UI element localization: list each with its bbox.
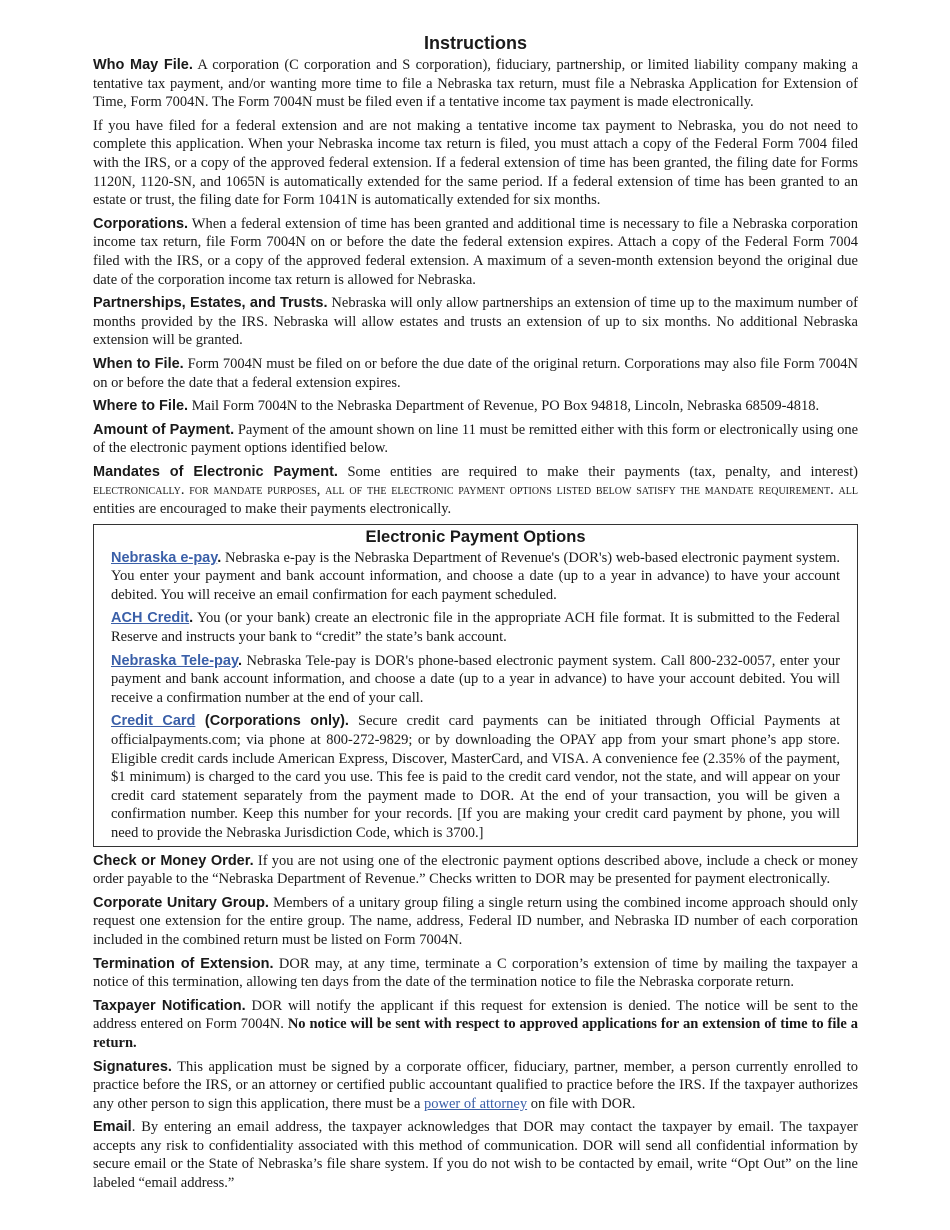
nebraska-telepay-link[interactable]: Nebraska Tele-pay	[111, 652, 238, 669]
option-text: Nebraska e-pay is the Nebraska Department of Revenue's (DOR's) web-based electronic payment system. You enter your payment and bank account information, and choose a date (up to a year in advance) to have your account debited. You will receive an email confirmation for each payment scheduled.	[111, 549, 841, 603]
option-text: Nebraska Tele-pay is DOR's phone-based electronic payment system. Call 800-232-0057, enter your payment and bank account information, and choose a date (up to a year in advance) to have your account debited. You will receive a confirmation number at the end of your call.	[111, 652, 841, 706]
section-heading: When to File.	[93, 355, 184, 372]
section-heading: Corporate Unitary Group.	[93, 894, 269, 911]
section-text: Some entities are required to make their payments (tax, penalty, and interest)	[337, 463, 858, 480]
section-heading: Mandates of Electronic Payment.	[93, 463, 338, 480]
termination-section	[93, 955, 858, 992]
section-heading: Signatures.	[93, 1058, 172, 1075]
section-heading: Termination of Extension.	[93, 955, 274, 972]
partnerships-section	[93, 294, 858, 350]
option-heading: (Corporations only).	[195, 713, 349, 730]
instructions-page	[93, 32, 858, 1198]
amount-of-payment-section	[93, 421, 858, 458]
where-to-file-section	[93, 397, 858, 416]
electronic-payment-options-box	[93, 524, 858, 847]
power-of-attorney-link[interactable]: power of attorney	[424, 1095, 528, 1112]
mandates-section	[93, 463, 858, 519]
federal-extension-section	[93, 117, 858, 210]
section-text: Members of a unitary group filing a single return using the combined income approach should only request one extension for the entire group. The name, address, Federal ID number, and Nebraska ID number of each corporation included in the combined return must be listed on Form 7004N.	[93, 894, 858, 948]
telepay-option: Nebraska Tele-pay. Nebraska Tele-pay is DOR's phone-based electronic payment system. Call 800-232-0057, enter your payment and bank account information, and choose a date (up to a year in advance) to have your account debited. You will receive a confirmation number at the end of your call.	[111, 652, 841, 706]
section-heading: Where to File.	[93, 398, 189, 415]
section-text: If you have filed for a federal extension and are not making a tentative income tax payment to Nebraska, you do not need to complete this application. When your Nebraska income tax return is filed, you must attach a copy of the Federal Form 7004 filed with the IRS, or a copy of the approved federal extension. If a federal extension of time has been granted, the filing date for Forms 1120N, 1120-SN, and 1065N is automatically extended for the same period. If a federal extension of time has been granted to an estate or trust, the filing date for Form 1041N is automatically extended for six months.	[93, 117, 858, 209]
section-bold-text: No notice will be sent with respect to approved applications for an extension of time to file a return.	[93, 1016, 859, 1051]
section-text: A corporation (C corporation and S corporation), fiduciary, partnership, or limited liability company making a tentative tax payment, and/or wanting more time to file a Nebraska tax return, must file a Nebraska Application for Extension of Time, Form 7004N. The Form 7004N must be filed even if a tentative income tax payment is made electronically.	[93, 57, 858, 111]
option-text: Secure credit card payments can be initiated through Official Payments at officialpayments.com; via phone at 800-272-9829; or by downloading the OPAY app from your smart phone’s app store. Eligible credit cards include American Express, Discover, MasterCard, and VISA. A convenience fee (2.35% of the payment, $1 minimum) is charged to the card you use. This fee is paid to the credit card vendor, not the state, and will appear on your credit card statement separately from the payment made to DOR. At the end of your transaction, you will be given a confirmation number. Keep this number for your records. [If you are making your credit card payment by phone, you will need to provide the Nebraska Jurisdiction Code, which is 3700.]	[111, 713, 840, 841]
section-heading: Corporations.	[93, 215, 189, 232]
section-text: When a federal extension of time has been granted and additional time is necessary to file a Nebraska corporation income tax return, file Form 7004N on or before the date the federal extension expires. Attach a copy of the Federal Form 7004 filed with the IRS, or a copy of the approved federal extension. A maximum of a seven-month extension beyond the original due date of the corporation income tax return is allowed for Nebraska.	[93, 215, 858, 288]
option-text: You (or your bank) create an electronic file in the appropriate ACH file format. It is submitted to the Federal Reserve and instructs your bank to “credit” the state’s bank account.	[111, 610, 840, 646]
section-text-end: on file with DOR.	[527, 1095, 636, 1112]
section-text: Form 7004N must be filed on or before the due date of the original return. Corporations may also file Form 7004N on or before the date that a federal extension expires.	[93, 355, 858, 391]
section-heading: Who May File.	[93, 57, 193, 73]
box-title: Electronic Payment Options	[365, 527, 586, 546]
when-to-file-section	[93, 355, 858, 392]
nebraska-epay-link[interactable]: Nebraska e-pay	[111, 549, 218, 566]
unitary-group-section	[93, 894, 858, 950]
page-title: Instructions	[423, 33, 527, 53]
section-text: This application must be signed by a corporate officer, fiduciary, partner, member, a person currently enrolled to practice before the IRS, or an attorney or certified public accountant qualified to practice before the IRS. If the taxpayer authorizes any other person to sign this application, there must be a	[93, 1058, 858, 1112]
check-money-order-section	[93, 852, 858, 889]
section-text: If you are not using one of the electronic payment options described above, include a check or money order payable to the “Nebraska Department of Revenue.” Checks written to DOR may be presented for payment electronically.	[93, 852, 858, 888]
section-text-end: entities are encouraged to make their payments electronically.	[93, 501, 452, 518]
section-heading: Check or Money Order.	[93, 852, 254, 869]
section-text: Mail Form 7004N to the Nebraska Department of Revenue, PO Box 94818, Lincoln, Nebraska 68509-4818.	[188, 398, 820, 415]
section-heading: Partnerships, Estates, and Trusts.	[93, 295, 328, 312]
credit-card-link[interactable]: Credit Card	[111, 713, 196, 730]
section-heading: Taxpayer Notification.	[93, 997, 246, 1014]
ach-credit-link[interactable]: ACH Credit	[111, 610, 190, 627]
credit-card-option	[111, 712, 840, 842]
section-small-caps-text: electronically. for mandate purposes, all of the electronic payment options listed below satisfy the mandate requirement. all	[93, 482, 858, 499]
signatures-section	[93, 1058, 858, 1114]
section-heading: Email	[93, 1119, 132, 1136]
who-may-file-section	[93, 56, 858, 112]
section-text: Payment of the amount shown on line 11 must be remitted either with this form or electronically using one of the electronic payment options identified below.	[93, 421, 858, 457]
taxpayer-notification-section	[93, 997, 858, 1053]
section-text: . By entering an email address, the taxpayer acknowledges that DOR may contact the taxpayer by email. The taxpayer accepts any risk to confidentiality associated with this method of communication. DOR will send all confidential information by secure email or the State of Nebraska’s file share system. If you do not wish to be contacted by email, write “Opt Out” on the line labeled “email address.”	[93, 1119, 858, 1192]
ach-credit-option: ACH Credit. You (or your bank) create an electronic file in the appropriate ACH file format. It is submitted to the Federal Reserve and instructs your bank to “credit” the state’s bank account.	[111, 610, 840, 646]
section-text: DOR may, at any time, terminate a C corporation’s extension of time by mailing the taxpayer a notice of this termination, allowing ten days from the date of the termination notice to file the Nebraska corporate return.	[93, 955, 858, 991]
email-section	[93, 1118, 858, 1192]
epay-option: Nebraska e-pay. Nebraska e-pay is the Nebraska Department of Revenue's (DOR's) web-based electronic payment system. You enter your payment and bank account information, and choose a date (up to a year in advance) to have your account debited. You will receive an email confirmation for each payment scheduled.	[111, 549, 841, 603]
section-text: DOR will notify the applicant if this request for extension is denied. The notice will be sent to the address entered on Form 7004N.	[93, 997, 858, 1033]
section-heading: Amount of Payment.	[93, 421, 235, 438]
corporations-section	[93, 215, 858, 289]
section-text: Nebraska will only allow partnerships an extension of time up to the maximum number of months provided by the IRS. Nebraska will allow estates and trusts an extension of up to six months. No additional Nebraska extension will be granted.	[93, 295, 858, 349]
